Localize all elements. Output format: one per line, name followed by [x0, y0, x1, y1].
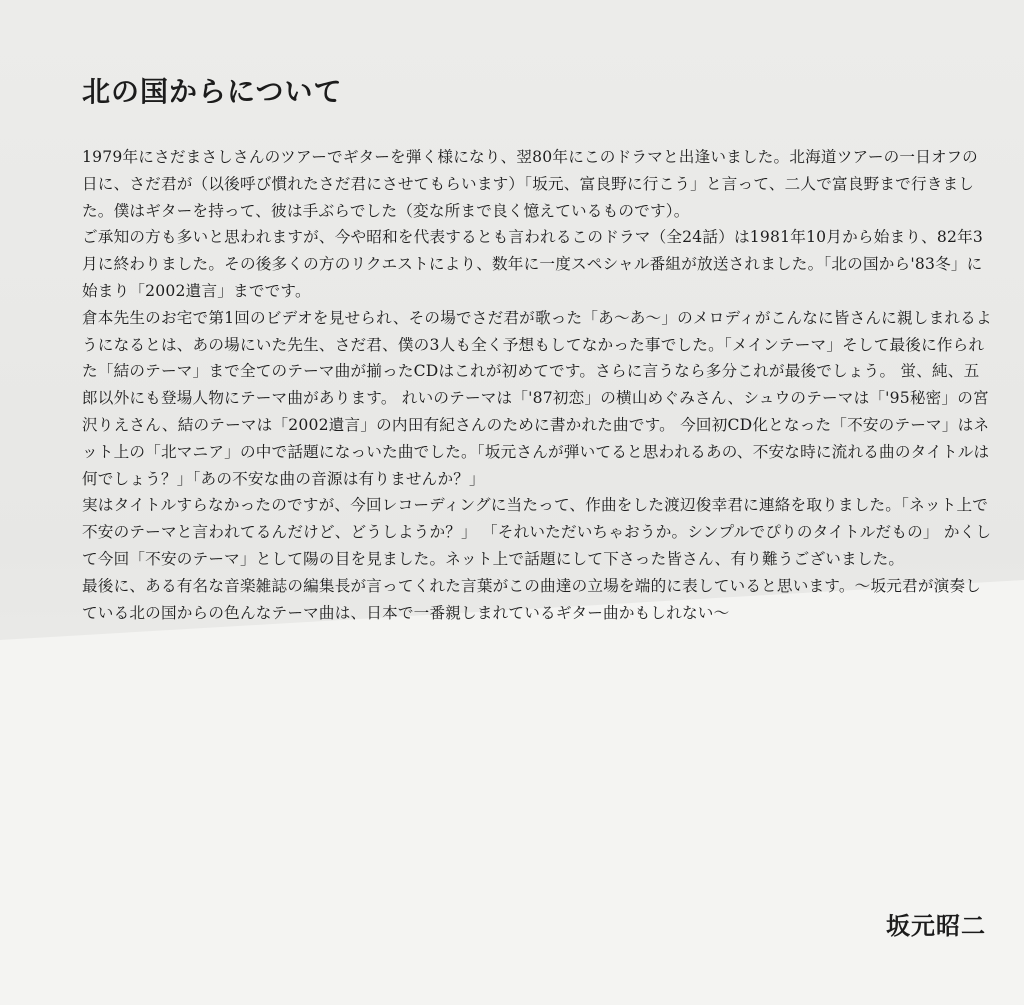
paragraph-4: 実はタイトルすらなかったのですが、今回レコーディングに当たって、作曲をした渡辺俊幸君に連絡を取りました。「ネット上で不安のテーマと言われてるんだけど、どうしようか？」 「それいただいちゃおうか。シンプルでぴりのタイトルだもの」 かくして今回「不安のテーマ」として陽の目を見ました。ネット上で話題にして下さった皆さん、有り難うございました。 [82, 496, 992, 568]
paragraph-1: 1979年にさだまさしさんのツアーでギターを弾く様になり、翌80年にこのドラマと出逢いました。北海道ツアーの一日オフの日に、さだ君が（以後呼び慣れたさだ君にさせてもらいます）「坂元、富良野に行こう」と言って、二人で富良野まで行きました。僕はギターを持って、彼は手ぶらでした（変な所まで良く憶えているものです）。 [82, 148, 978, 220]
paragraph-5: 最後に、ある有名な音楽雑誌の編集長が言ってくれた言葉がこの曲達の立場を端的に表していると思います。～坂元君が演奏している北の国からの色んなテーマ曲は、日本で一番親しまれているギター曲かもしれない～ [82, 576, 981, 622]
paragraph-2: ご承知の方も多いと思われますが、今や昭和を代表するとも言われるこのドラマ（全24話）は1981年10月から始まり、82年3月に終わりました。その後多くの方のリクエストにより、数年に一度スペシャル番組が放送されました。「北の国から'83冬」に始まり「2002遺言」までです。 [82, 228, 984, 300]
article-title: 北の国からについて [82, 75, 343, 108]
article [82, 70, 992, 626]
author-name: 坂元昭二 [886, 911, 986, 940]
paragraph-3: 倉本先生のお宅で第1回のビデオを見せられ、その場でさだ君が歌った「あ～あ～」のメロディがこんなに皆さんに親しまれるようになるとは、あの場にいた先生、さだ君、僕の3人も全く予想もしてなかった事でした。「メインテーマ」そして最後に作られた「結のテーマ」まで全てのテーマ曲が揃ったCDはこれが初めてです。さらに言うなら多分これが最後でしょう。 蛍、純、五郎以外にも登場人物にテーマ曲があります。 れいのテーマは「'87初恋」の横山めぐみさん、シュウのテーマは「'95秘密」の宮沢りえさん、結のテーマは「2002遺言」の内田有紀さんのために書かれた曲です。 今回初CD化となった「不安のテーマ」はネット上の「北マニア」の中で話題になっいた曲でした。「坂元さんが弾いてると思われるあの、不安な時に流れる曲のタイトルは何でしょう？」「あの不安な曲の音源は有りませんか？」 [82, 308, 992, 488]
